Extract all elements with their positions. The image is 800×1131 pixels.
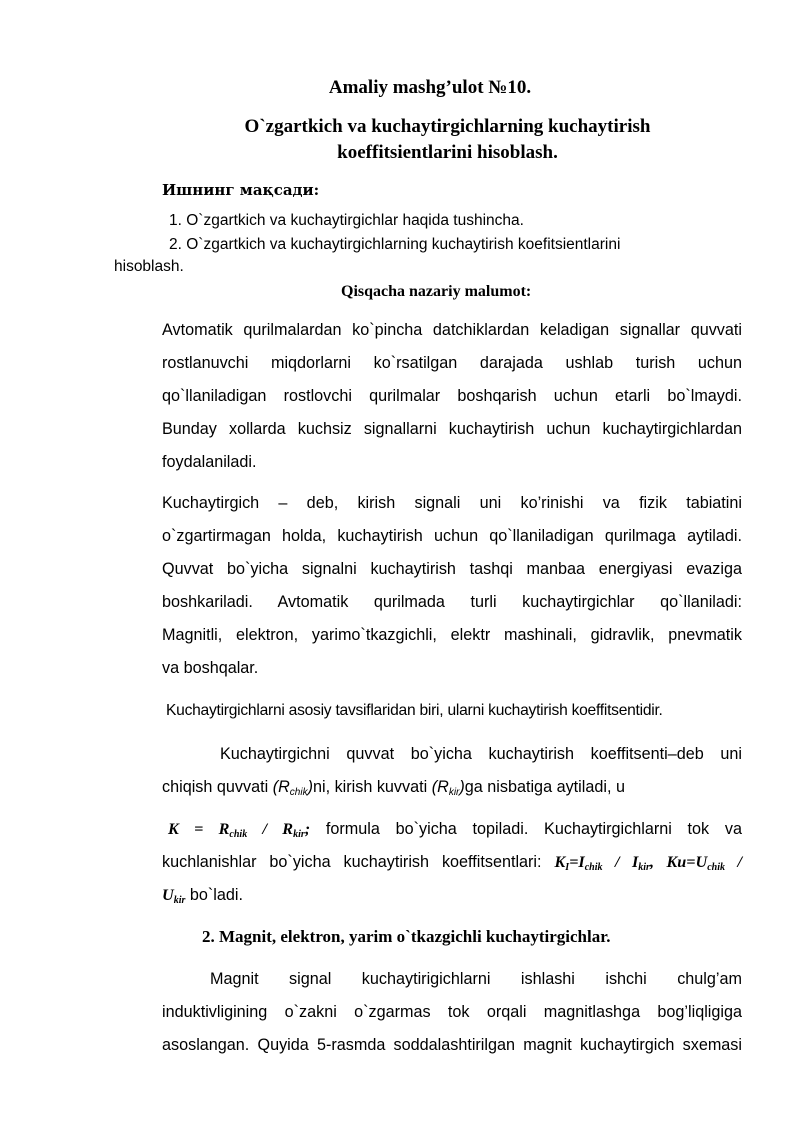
paragraph-1 xyxy=(162,314,742,479)
p6-line-1: Magnit signal kuchaytirigichlarni ishlashi ishchi chulg’am xyxy=(210,970,742,988)
goal-item-2-cont: hisoblash. xyxy=(114,258,184,275)
goal-item-2: 2. O`zgartkich va kuchaytirgichlarning kuchaytirish koefitsientlarini xyxy=(169,236,621,253)
p4-text: ga nisbatiga aytiladi, u xyxy=(464,778,625,796)
paragraph-3: Kuchaytirgichlarni asosiy tavsiflaridan biri, ularni kuchaytirish koeffitsentidir. xyxy=(166,702,663,719)
p4-line-2 xyxy=(162,771,742,804)
p5-line-3: $U_{kir}$ bo`ladi. xyxy=(162,886,243,906)
r-chik-symbol: $(R_{chik})$ xyxy=(272,778,313,798)
title-line-2: O`zgartkich va kuchaytirgichlarning kuchaytirish xyxy=(244,116,651,137)
p1-line: Avtomatik qurilmalardan ko`pincha datchiklardan keladigan signallar quvvati xyxy=(162,321,742,339)
p2-line: va boshqalar. xyxy=(162,659,259,677)
formula-ukir: $U_{kir}$ xyxy=(162,886,186,906)
p5-line-1: $K = R_{chik} / R_{kir}$; formula bo`yicha topiladi. Kuchaytirgichlarni tok va xyxy=(168,820,742,840)
title-line-3: koeffitsientlarini hisoblash. xyxy=(337,142,558,163)
p6-line: asoslangan. Quyida 5-rasmda soddalashtirilgan magnit kuchaytirgich sxemasi xyxy=(162,1036,742,1054)
p2-line: Magnitli, elektron, yarimo`tkazgichli, elektr mashinali, gidravlik, pnevmatik xyxy=(162,626,742,644)
section-2-heading: 2. Magnit, elektron, yarim o`tkazgichli kuchaytirgichlar. xyxy=(202,927,611,946)
p2-line: Quvvat bo`yicha signalni kuchaytirish tashqi manbaa energiyasi evaziga xyxy=(162,560,742,578)
p4-text: ni, kirish kuvvati xyxy=(312,778,432,796)
formula-ki: $K_I=I_{chik} / I_{kir}$, $Ku=U_{chik}$ / xyxy=(554,853,742,873)
p1-line: foydalaniladi. xyxy=(162,453,257,471)
paragraph-2 xyxy=(162,487,742,685)
p5-line-2: kuchlanishlar bo`yicha kuchaytirish koeffitsentlari: $K_I=I_{chik} / I_{kir}$, $Ku=U_{chik}$ / xyxy=(162,853,742,873)
paragraph-5 xyxy=(162,813,742,912)
p4-text: chiqish quvvati xyxy=(162,778,273,796)
title-line-1: Amaliy mashg’ulot №10. xyxy=(328,77,532,98)
p2-line: boshkariladi. Avtomatik qurilmada turli kuchaytirgichlar qo`llaniladi: xyxy=(162,593,742,611)
goal-item-1: 1. O`zgartkich va kuchaytirgichlar haqida tushincha. xyxy=(169,212,524,229)
p1-line: rostlanuvchi miqdorlarni ko`rsatilgan darajada ushlab turish uchun xyxy=(162,354,742,372)
r-kir-symbol: $(R_{kir})$ xyxy=(431,778,465,798)
p1-line: Bunday xollarda kuchsiz signallarni kuchaytirish uchun kuchaytirgichlardan xyxy=(162,420,742,438)
p2-line: Kuchaytirgich – deb, kirish signali uni ko’rinishi va fizik tabiatini xyxy=(162,494,742,512)
paragraph-6 xyxy=(162,963,742,1062)
p2-line: o`zgartirmagan holda, kuchaytirish uchun qo`llaniladigan qurilmaga aytiladi. xyxy=(162,527,742,545)
goal-heading: Ишнинг мақсади: xyxy=(162,181,320,199)
theory-heading: Qisqacha nazariy malumot: xyxy=(341,283,532,300)
p1-line: qo`llaniladigan rostlovchi qurilmalar boshqarish uchun etarli bo`lmaydi. xyxy=(162,387,742,405)
p4-line-1: Kuchaytirgichni quvvat bo`yicha kuchaytirish koeffitsenti–deb uni xyxy=(220,745,742,763)
paragraph-4 xyxy=(162,738,742,804)
p6-line: induktivligining o`zakni o`zgarmas tok orqali magnitlashga bog’liqligiga xyxy=(162,1003,742,1021)
formula-k: $K = R_{chik} / R_{kir}$; xyxy=(168,820,311,840)
